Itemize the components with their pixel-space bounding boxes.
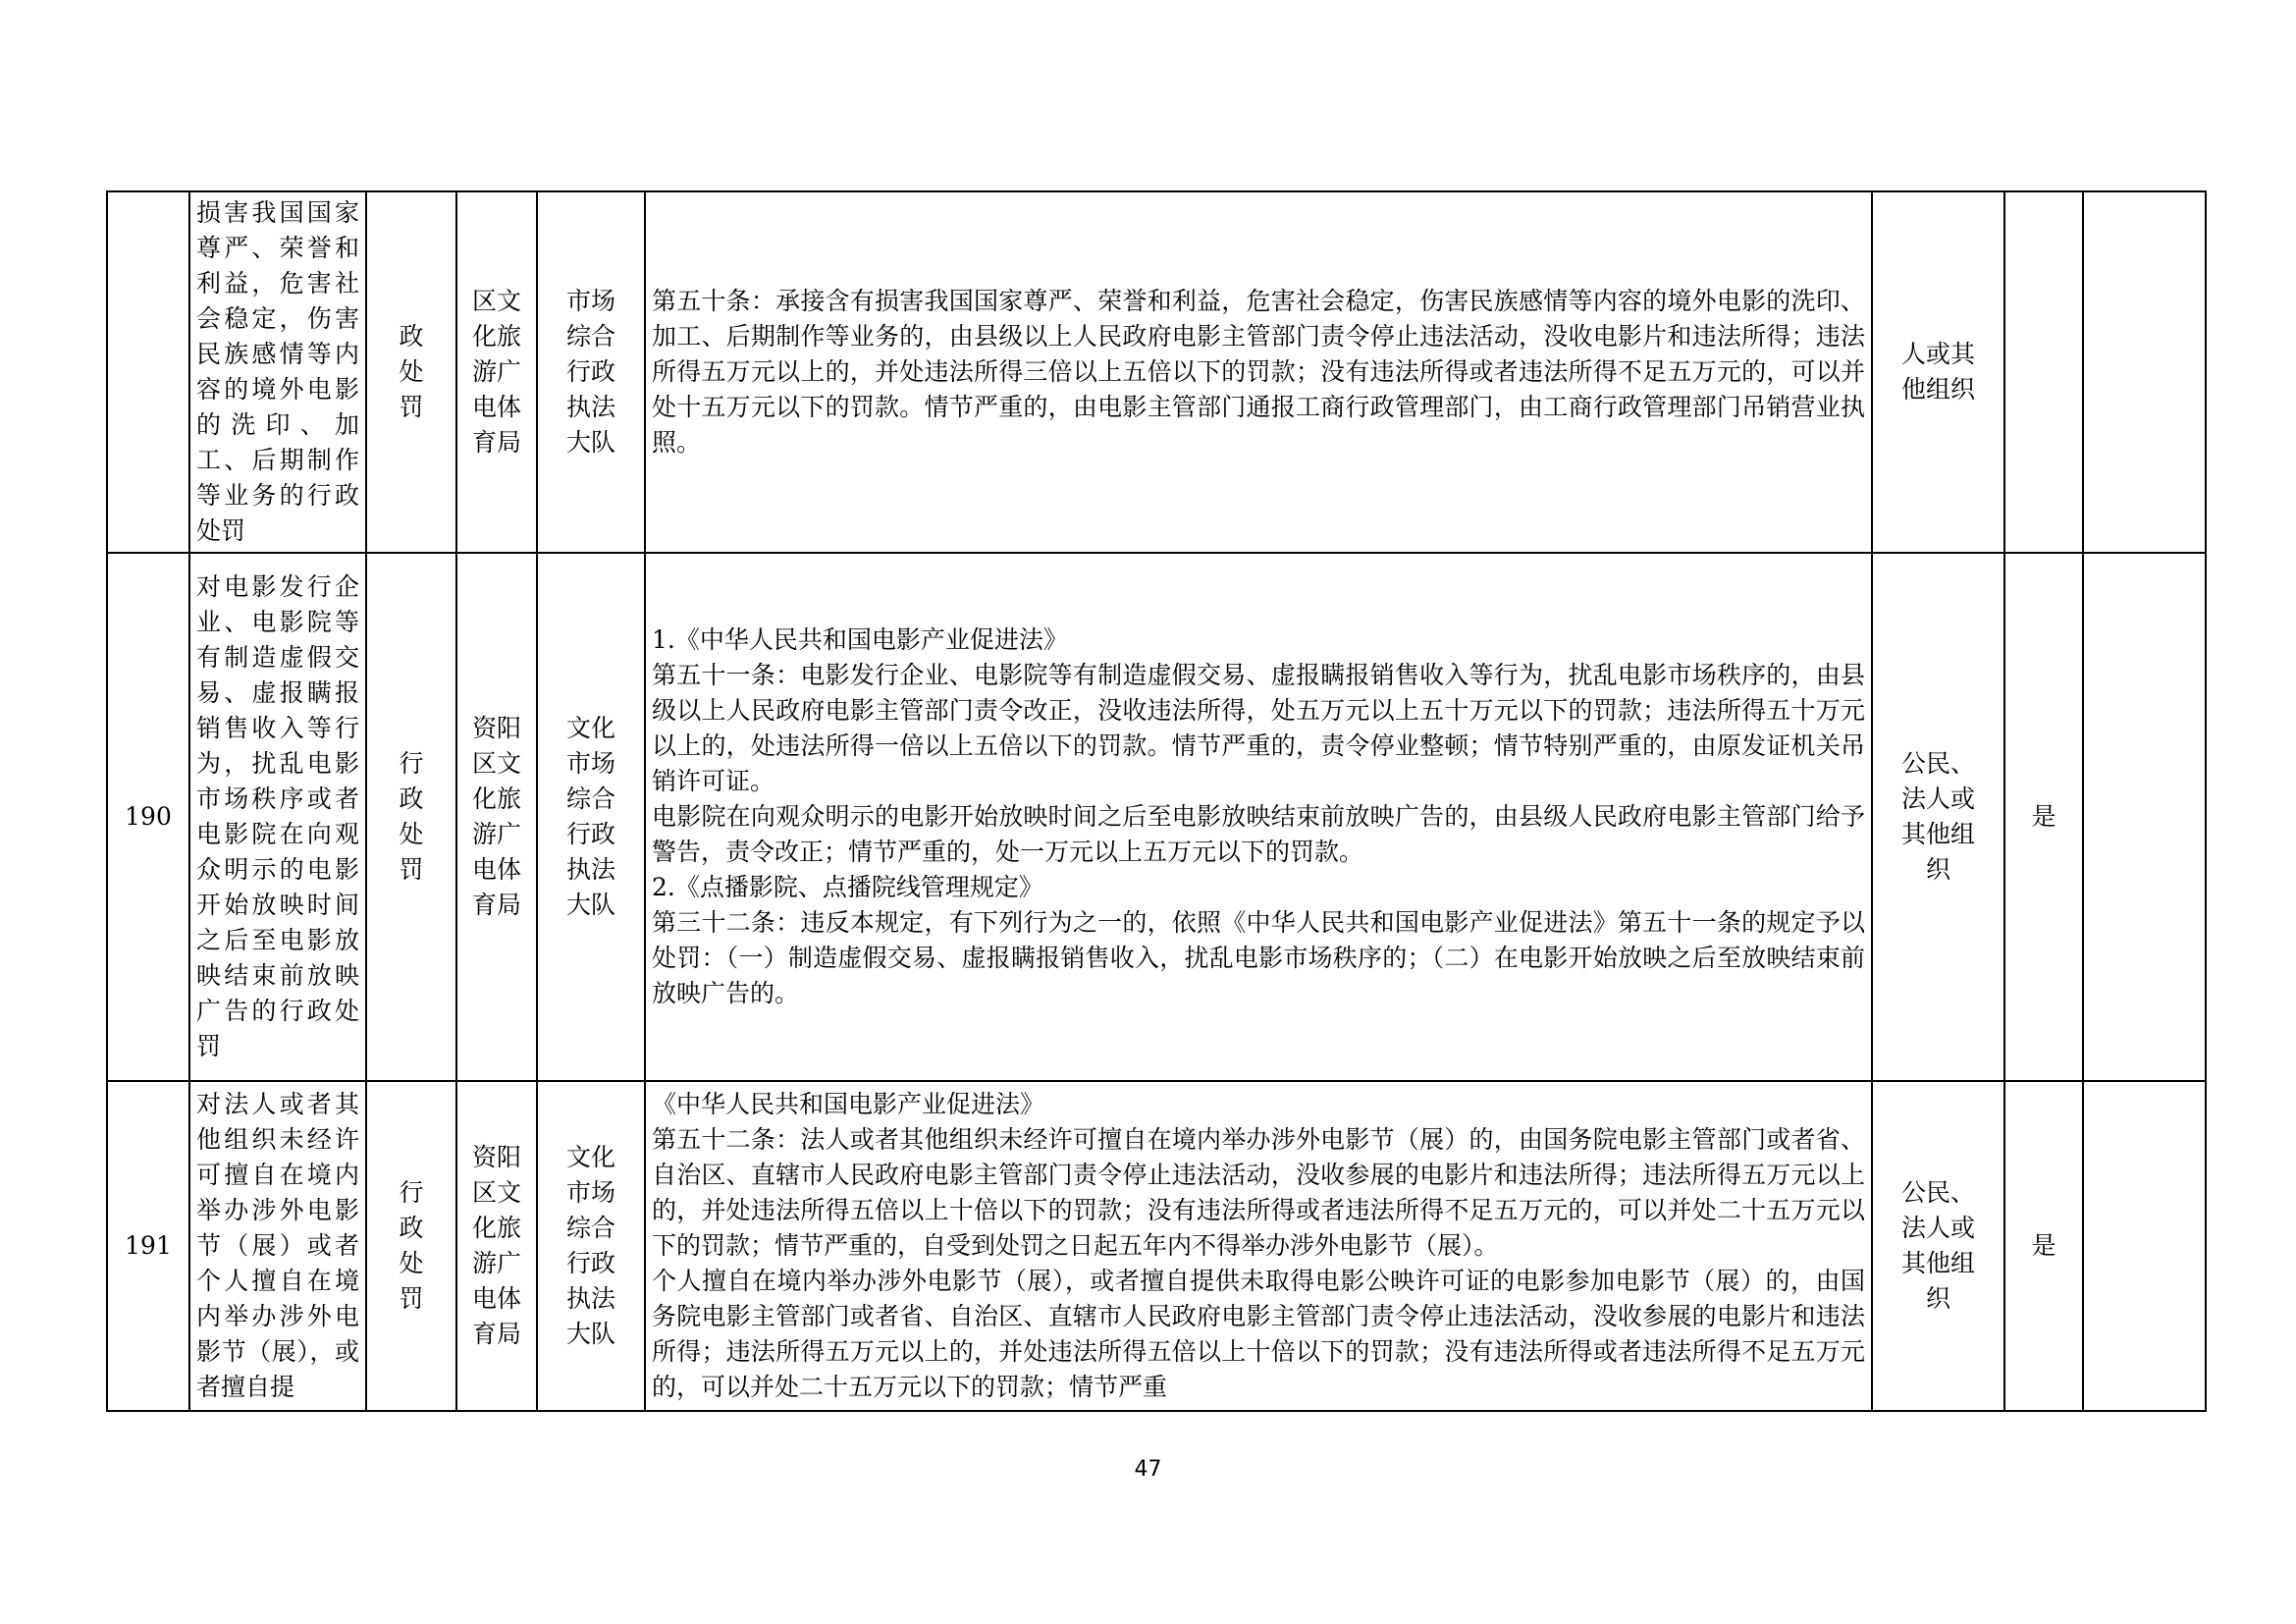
basis-paragraph: 第五十一条：电影发行企业、电影院等有制造虚假交易、虚报瞒报销售收入等行为，扰乱电影市场秩序的，由县级以上人民政府电影主管部门责令改正，没收违法所得，处五万元以上五十万元以下的罚款；违法所得五十万元以上的，处违法所得一倍以上五倍以下的罚款。情节严重的，责令停业整顿；情节特别严重的，由原发证机关吊销许可证。	[652, 661, 1865, 795]
table-row	[107, 553, 2206, 1081]
flag: 是	[2004, 553, 2083, 1081]
executor: 文化市场综合行政执法大队	[537, 553, 645, 1081]
executor: 市场综合行政执法大队	[537, 191, 645, 553]
target-party: 公民、法人或其他组织	[1872, 1081, 2004, 1411]
category: 行政处罚	[366, 553, 456, 1081]
legal-basis	[645, 553, 1872, 1081]
item-name: 对法人或者其他组织未经许可擅自在境内举办涉外电影节（展）或者个人擅自在境内举办涉外电影节（展），或者擅自提	[189, 1081, 366, 1411]
legal-basis	[645, 191, 1872, 553]
category: 行政处罚	[366, 1081, 456, 1411]
page-number: 47	[1134, 1457, 1162, 1482]
row-number	[107, 191, 189, 553]
table-row	[107, 1081, 2206, 1411]
flag: 是	[2004, 1081, 2083, 1411]
target-party: 公民、法人或其他组织	[1872, 553, 2004, 1081]
department: 区文化旅游广电体育局	[456, 191, 537, 553]
note	[2083, 553, 2206, 1081]
executor: 文化市场综合行政执法大队	[537, 1081, 645, 1411]
row-number: 190	[107, 553, 189, 1081]
item-name: 损害我国国家尊严、荣誉和利益，危害社会稳定，伤害民族感情等内容的境外电影的洗印、加工、后期制作等业务的行政处罚	[189, 191, 366, 553]
basis-paragraph: 第三十二条：违反本规定，有下列行为之一的，依照《中华人民共和国电影产业促进法》第五十一条的规定予以处罚：（一）制造虚假交易、虚报瞒报销售收入，扰乱电影市场秩序的；（二）在电影开始放映之后至放映结束前放映广告的。	[652, 908, 1865, 1007]
basis-paragraph: 第五十二条：法人或者其他组织未经许可擅自在境内举办涉外电影节（展）的，由国务院电影主管部门或者省、自治区、直辖市人民政府电影主管部门责令停止违法活动，没收参展的电影片和违法所得；违法所得五万元以上的，并处违法所得五倍以上十倍以下的罚款；没有违法所得或者违法所得不足五万元的，可以并处二十五万元以下的罚款；情节严重的，自受到处罚之日起五年内不得举办涉外电影节（展）。	[652, 1125, 1865, 1260]
basis-law-title: 2.《点播影院、点播院线管理规定》	[652, 873, 1043, 901]
table-row	[107, 191, 2206, 553]
flag	[2004, 191, 2083, 553]
basis-law-title: 1.《中华人民共和国电影产业促进法》	[652, 625, 1068, 654]
basis-law-title: 《中华人民共和国电影产业促进法》	[652, 1090, 1045, 1118]
note	[2083, 1081, 2206, 1411]
note	[2083, 191, 2206, 553]
basis-paragraph: 第五十条：承接含有损害我国国家尊严、荣誉和利益，危害社会稳定，伤害民族感情等内容的境外电影的洗印、加工、后期制作等业务的，由县级以上人民政府电影主管部门责令停止违法活动，没收电影片和违法所得；违法所得五万元以上的，并处违法所得三倍以上五倍以下的罚款；没有违法所得或者违法所得不足五万元的，可以并处十五万元以下的罚款。情节严重的，由电影主管部门通报工商行政管理部门，由工商行政管理部门吊销营业执照。	[652, 287, 1865, 457]
item-name: 对电影发行企业、电影院等有制造虚假交易、虚报瞒报销售收入等行为，扰乱电影市场秩序或者电影院在向观众明示的电影开始放映时间之后至电影放映结束前放映广告的行政处罚	[189, 553, 366, 1081]
target-party: 人或其他组织	[1872, 191, 2004, 553]
basis-paragraph: 电影院在向观众明示的电影开始放映时间之后至电影放映结束前放映广告的，由县级人民政府电影主管部门给予警告，责令改正；情节严重的，处一万元以上五万元以下的罚款。	[652, 802, 1865, 866]
row-number: 191	[107, 1081, 189, 1411]
department: 资阳区文化旅游广电体育局	[456, 1081, 537, 1411]
legal-basis	[645, 1081, 1872, 1411]
basis-paragraph: 个人擅自在境内举办涉外电影节（展），或者擅自提供未取得电影公映许可证的电影参加电影节（展）的，由国务院电影主管部门或者省、自治区、直辖市人民政府电影主管部门责令停止违法活动，没收参展的电影片和违法所得；违法所得五万元以上的，并处违法所得五倍以上十倍以下的罚款；没有违法所得或者违法所得不足五万元的，可以并处二十五万元以下的罚款；情节严重	[652, 1267, 1865, 1401]
category: 政处罚	[366, 191, 456, 553]
enforcement-table	[106, 190, 2207, 1412]
department: 资阳区文化旅游广电体育局	[456, 553, 537, 1081]
